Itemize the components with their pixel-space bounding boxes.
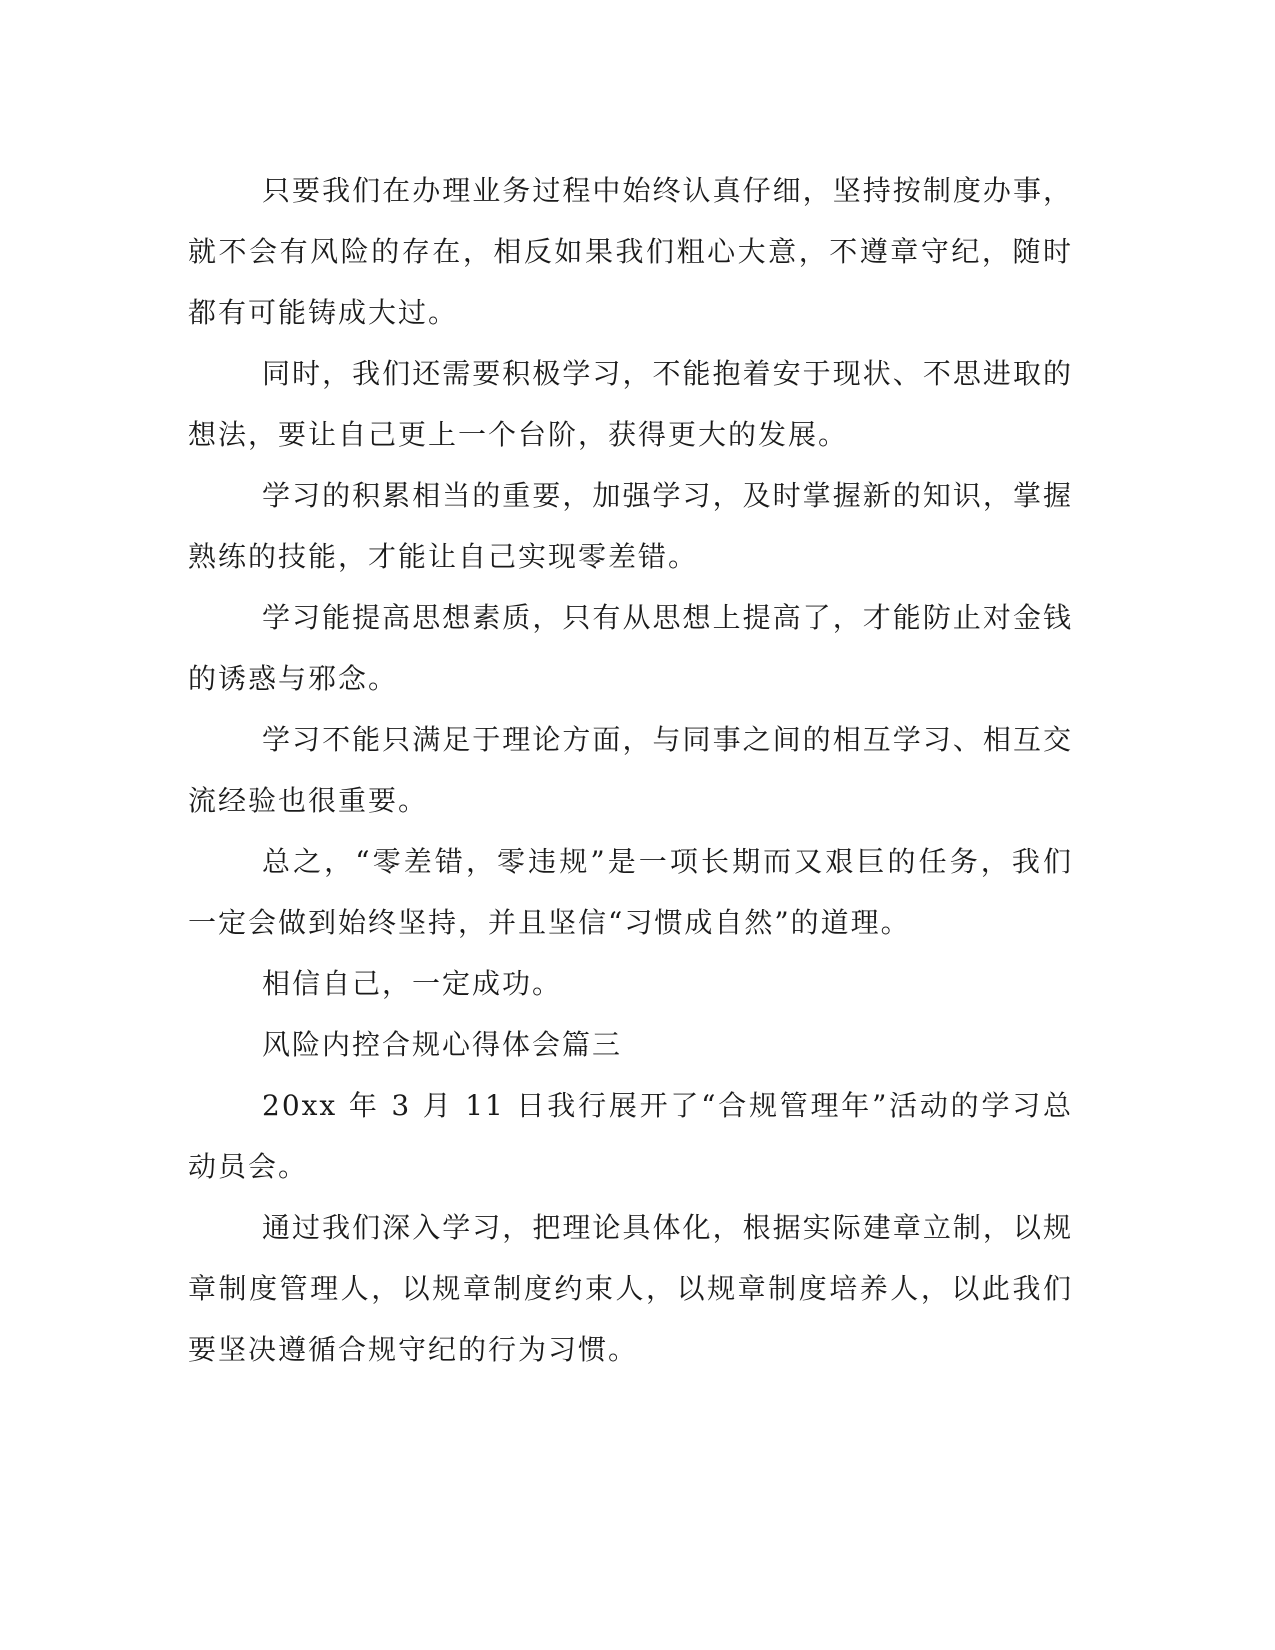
paragraph-4: 学习能提高思想素质，只有从思想上提高了，才能防止对金钱的诱惑与邪念。 [188,601,1073,695]
paragraph-1: 只要我们在办理业务过程中始终认真仔细，坚持按制度办事，就不会有风险的存在，相反如果我们粗心大意，不遵章守纪，随时都有可能铸成大过。 [188,174,1073,329]
paragraph-6: 总之，“零差错，零违规”是一项长期而又艰巨的任务，我们一定会做到始终坚持，并且坚信“习惯成自然”的道理。 [188,845,1073,939]
paragraph-7: 相信自己，一定成功。 [262,967,563,1000]
paragraph-9: 通过我们深入学习，把理论具体化，根据实际建章立制，以规章制度管理人，以规章制度约束人，以规章制度培养人，以此我们要坚决遵循合规守纪的行为习惯。 [188,1211,1073,1366]
paragraph-2: 同时，我们还需要积极学习，不能抱着安于现状、不思进取的想法，要让自己更上一个台阶，获得更大的发展。 [188,357,1073,451]
paragraph-3: 学习的积累相当的重要，加强学习，及时掌握新的知识，掌握熟练的技能，才能让自己实现零差错。 [188,479,1073,573]
paragraph-8: 20xx 年 3 月 11 日我行展开了“合规管理年”活动的学习总动员会。 [188,1089,1073,1183]
section-heading: 风险内控合规心得体会篇三 [262,1028,623,1061]
document-body [188,160,1073,1380]
paragraph-5: 学习不能只满足于理论方面，与同事之间的相互学习、相互交流经验也很重要。 [188,723,1073,817]
